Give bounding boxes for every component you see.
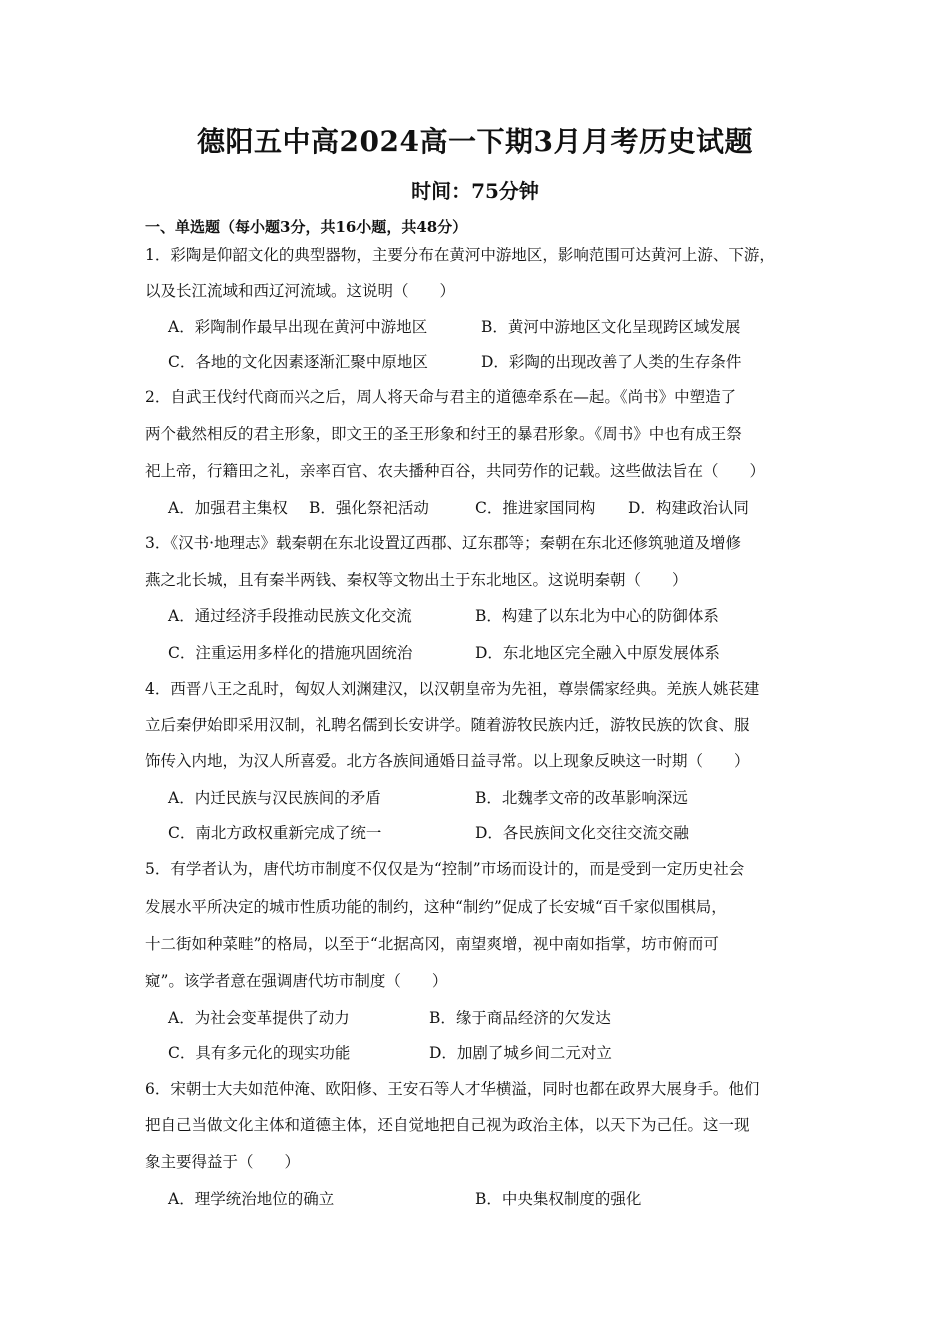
question-6-line-1: 6．宋朝士大夫如范仲淹、欧阳修、王安石等人才华横溢，同时也都在政界大展身手。他们	[145, 1080, 760, 1098]
question-3-option-a: A．通过经济手段推动民族文化交流	[168, 607, 412, 625]
question-5-option-b: B．缘于商品经济的欠发达	[429, 1009, 611, 1027]
question-4-line-1: 4．西晋八王之乱时，匈奴人刘渊建汉，以汉朝皇帝为先祖，尊崇儒家经典。羌族人姚苌建	[145, 680, 760, 698]
question-2-option-d: D．构建政治认同	[628, 499, 749, 517]
question-4-option-b: B．北魏孝文帝的改革影响深远	[475, 789, 688, 807]
question-6-option-a: A．理学统治地位的确立	[168, 1190, 335, 1208]
question-4-option-c: C．南北方政权重新完成了统一	[168, 824, 382, 842]
question-1-line-1: 1．彩陶是仰韶文化的典型器物，主要分布在黄河中游地区，影响范围可达黄河上游、下游，	[145, 246, 775, 264]
question-1-option-d: D．彩陶的出现改善了人类的生存条件	[481, 353, 742, 371]
question-5-option-d: D．加剧了城乡间二元对立	[429, 1044, 612, 1062]
question-1-line-2: 以及长江流域和西辽河流域。这说明（ ）	[145, 282, 456, 300]
question-2-option-b: B．强化祭祀活动	[309, 499, 429, 517]
question-2-line-3: 祀上帝，行籍田之礼，亲率百官、农夫播种百谷，共同劳作的记载。这些做法旨在（ ）	[145, 462, 766, 480]
question-5-line-4: 窥”。该学者意在强调唐代坊市制度（ ）	[145, 972, 448, 990]
question-2-line-2: 两个截然相反的君主形象，即文王的圣王形象和纣王的暴君形象。《周书》中也有成王祭	[145, 425, 742, 443]
exam-duration: 时间：75分钟	[411, 179, 539, 203]
question-1-option-a: A．彩陶制作最早出现在黄河中游地区	[168, 318, 428, 336]
question-4-option-d: D．各民族间文化交往交流交融	[475, 824, 689, 842]
question-3-option-d: D．东北地区完全融入中原发展体系	[475, 644, 720, 662]
question-5-line-3: 十二街如种菜畦”的格局，以至于“北据高冈，南望爽增，视中南如指掌，坊市俯而可	[145, 935, 719, 953]
question-2-option-c: C．推进家国同构	[475, 499, 596, 517]
question-2-line-1: 2．自武王伐纣代商而兴之后，周人将天命与君主的道德牵系在—起。《尚书》中塑造了	[145, 388, 737, 406]
question-2-option-a: A．加强君主集权	[168, 499, 288, 517]
question-6-line-2: 把自己当做文化主体和道德主体，还自觉地把自己视为政治主体，以天下为己任。这一现	[145, 1116, 750, 1134]
question-4-line-2: 立后秦伊始即采用汉制，礼聘名儒到长安讲学。随着游牧民族内迁，游牧民族的饮食、服	[145, 716, 750, 734]
question-5-option-a: A．为社会变革提供了动力	[168, 1009, 350, 1027]
question-6-line-3: 象主要得益于（ ）	[145, 1153, 301, 1171]
question-5-line-2: 发展水平所决定的城市性质功能的制约，这种“制约”促成了长安城“百千家似围棋局，	[145, 898, 727, 916]
question-1-option-b: B．黄河中游地区文化呈现跨区域发展	[481, 318, 741, 336]
question-5-option-c: C．具有多元化的现实功能	[168, 1044, 351, 1062]
question-4-line-3: 饰传入内地，为汉人所喜爱。北方各族间通婚日益寻常。以上现象反映这一时期（ ）	[145, 752, 750, 770]
question-3-line-1: 3．《汉书·地理志》载秦朝在东北设置辽西郡、辽东郡等；秦朝在东北还修筑驰道及增修	[145, 534, 742, 552]
question-3-option-c: C．注重运用多样化的措施巩固统治	[168, 644, 413, 662]
section-heading: 一、单选题（每小题3分，共16小题，共48分）	[145, 218, 468, 236]
question-3-option-b: B．构建了以东北为中心的防御体系	[475, 607, 719, 625]
question-3-line-2: 燕之北长城，且有秦半两钱、秦权等文物出土于东北地区。这说明秦朝（ ）	[145, 571, 688, 589]
question-1-option-c: C．各地的文化因素逐渐汇聚中原地区	[168, 353, 428, 371]
question-6-option-b: B．中央集权制度的强化	[475, 1190, 642, 1208]
page-title: 德阳五中高2024高一下期3月月考历史试题	[197, 125, 753, 158]
question-5-line-1: 5．有学者认为，唐代坊市制度不仅仅是为“控制”市场而设计的，而是受到一定历史社会	[145, 860, 745, 878]
question-4-option-a: A．内迁民族与汉民族间的矛盾	[168, 789, 381, 807]
